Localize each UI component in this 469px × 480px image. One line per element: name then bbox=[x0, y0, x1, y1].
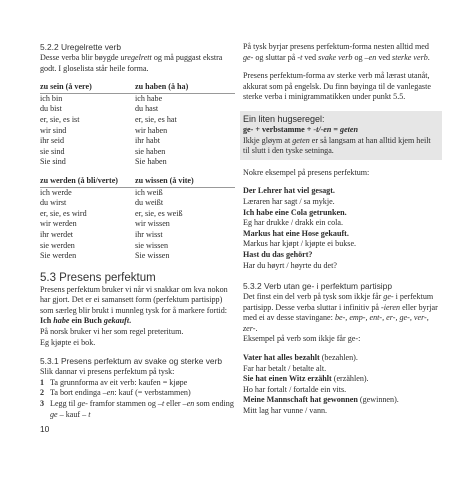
list-item: 1 Ta grunnforma av eit verb: kaufen = kjøpe bbox=[40, 377, 188, 387]
column-header: zu sein (å vere) bbox=[40, 82, 92, 92]
conj-form: ihr werdet bbox=[40, 229, 74, 239]
list-item: 2 Ta bort endinga –en: kauf (= verbstammen) bbox=[40, 388, 191, 398]
example-norwegian: Læraren har sagt / sa mykje. bbox=[243, 196, 335, 206]
conj-form: ich werde bbox=[40, 187, 72, 197]
examples-intro: Nokre eksempel på presens perfektum: bbox=[243, 167, 370, 177]
conjugation-table-werden-wissen bbox=[40, 176, 237, 262]
paragraph-strong-verbs: Presens perfektum-forma av sterke verb må lærast utanåt, akkurat som på engelsk. Du finn bøyinga til de vanlegaste sterke verba i minigrammatikken under punkt 5.5. bbox=[243, 71, 431, 102]
conj-form: Sie werden bbox=[40, 251, 77, 261]
conj-form: ich habe bbox=[135, 93, 163, 103]
conj-form: ihr wisst bbox=[135, 229, 163, 239]
example-norwegian: Eg kjøpte ei bok. bbox=[40, 337, 96, 347]
heading-5-3-1: 5.3.1 Presens perfektum av svake og sterke verb bbox=[40, 356, 223, 367]
example-german: Markus hat eine Hose gekauft. bbox=[243, 228, 349, 238]
example-note: På norsk bruker vi her som regel preteritum. bbox=[40, 327, 184, 337]
left-column bbox=[40, 42, 237, 420]
example-german: Meine Mannschaft hat gewonnen (gewinnen). bbox=[243, 395, 399, 405]
example-norwegian: Markus har kjøpt / kjøpte ei bukse. bbox=[243, 239, 357, 249]
box-rule: ge- + verbstamme + -t/-en = geten bbox=[243, 124, 359, 134]
conj-form: sie werden bbox=[40, 240, 75, 250]
box-title: Ein liten hugseregel: bbox=[243, 113, 325, 124]
heading-5-2-2: 5.2.2 Uregelrette verb bbox=[40, 42, 122, 52]
example-norwegian: Far har betalt / betalte alt. bbox=[243, 363, 327, 373]
example-german: Sie hat einen Witz erzählt (erzählen). bbox=[243, 374, 369, 384]
conj-form: sie sind bbox=[40, 146, 65, 156]
example-norwegian: Mitt lag har vunne / vann. bbox=[243, 406, 328, 416]
conjugation-column-haben bbox=[135, 82, 235, 168]
column-header: zu wissen (å vite) bbox=[135, 175, 194, 185]
conj-form: wir haben bbox=[135, 125, 168, 135]
conj-form: du hast bbox=[135, 104, 159, 114]
conj-form: er, sie, es wird bbox=[40, 208, 87, 218]
heading-5-3-2: 5.3.2 Verb utan ge- i perfektum partisipp bbox=[243, 281, 392, 292]
conj-form: sie haben bbox=[135, 146, 166, 156]
examples-list bbox=[243, 186, 439, 271]
example-german: Ich habe ein Buch gekauft. bbox=[40, 316, 132, 326]
example-norwegian: Har du høyrt / høyrte du det? bbox=[243, 260, 337, 270]
conj-form: du weißt bbox=[135, 198, 164, 208]
box-text: Ikkje gløym at geten er så langsam at han alltid kjem heilt til slutt i den tyske setninga. bbox=[243, 135, 431, 156]
list-item: 3 Legg til ge- framfor stammen og –t eller –en som ending ge – kauf – t bbox=[40, 399, 234, 419]
column-header: zu werden (å bli/verte) bbox=[40, 175, 118, 185]
conj-form: ich bin bbox=[40, 93, 63, 103]
conj-form: Sie sind bbox=[40, 157, 66, 167]
example-german: Hast du das gehört? bbox=[243, 249, 313, 259]
paragraph-irregular-verbs: Desse verba blir bøygde uregelrett og må puggast ekstra godt. I gloselista står heile forma. bbox=[40, 53, 223, 73]
conj-form: ich weiß bbox=[135, 187, 163, 197]
conj-form: er, sie, es ist bbox=[40, 114, 80, 124]
paragraph-ge-prefix: På tysk byrjar presens perfektum-forma nesten alltid med ge- og sluttar på -t ved svake verb og –en ved sterke verb. bbox=[243, 42, 430, 62]
example-german: Ich habe eine Cola getrunken. bbox=[243, 207, 347, 217]
paragraph-presens-perfektum: Presens perfektum bruker vi når vi snakkar om kva nokon har gjort. Det er ei samansett form (perfektum partisipp) som særleg blir brukt i munnleg tysk for å markere fortid: bbox=[40, 284, 228, 315]
heading-5-3: 5.3 Presens perfektum bbox=[40, 271, 156, 284]
conj-form: er, sie, es weiß bbox=[135, 208, 183, 218]
column-header: zu haben (å ha) bbox=[135, 82, 189, 92]
conj-form: wir wissen bbox=[135, 219, 170, 229]
conj-form: er, sie, es hat bbox=[135, 114, 177, 124]
conj-form: ihr habt bbox=[135, 136, 160, 146]
example-norwegian: Ho har fortalt / fortalde ein vits. bbox=[243, 384, 347, 394]
examples2-intro: Eksempel på verb som ikkje får ge-: bbox=[243, 334, 361, 344]
examples2-list bbox=[243, 353, 439, 417]
paragraph-how-to-form: Slik dannar vi presens perfektum på tysk: bbox=[40, 367, 175, 377]
conjugation-table-sein-haben bbox=[40, 82, 237, 168]
conj-form: Sie haben bbox=[135, 157, 167, 167]
conjugation-column-werden bbox=[40, 176, 135, 262]
example-german: Der Lehrer hat viel gesagt. bbox=[243, 186, 335, 196]
page-number: 10 bbox=[40, 424, 50, 434]
steps-list bbox=[40, 378, 237, 420]
conj-form: Sie wissen bbox=[135, 251, 170, 261]
conj-form: sie wissen bbox=[135, 240, 169, 250]
conj-form: du wirst bbox=[40, 198, 67, 208]
example-german: Vater hat alles bezahlt (bezahlen). bbox=[243, 353, 358, 363]
conj-form: ihr seid bbox=[40, 136, 65, 146]
example-norwegian: Eg har drukke / drakk ein cola. bbox=[243, 218, 344, 228]
right-column bbox=[243, 42, 439, 417]
conj-form: wir werden bbox=[40, 219, 77, 229]
conjugation-column-sein bbox=[40, 82, 135, 168]
memory-rule-box bbox=[240, 111, 442, 160]
paragraph-verbs-without-ge: Det finst ein del verb på tysk som ikkje får ge- i perfektum partisipp. Desse verba sluttar i infinitiv på -ieren eller byrjar med ei av desse stavingane: be-, emp-, ent-, er-, ge-, ver-, zer-. bbox=[243, 292, 438, 333]
conj-form: wir sind bbox=[40, 125, 67, 135]
conjugation-column-wissen bbox=[135, 176, 235, 262]
conj-form: du bist bbox=[40, 104, 62, 114]
